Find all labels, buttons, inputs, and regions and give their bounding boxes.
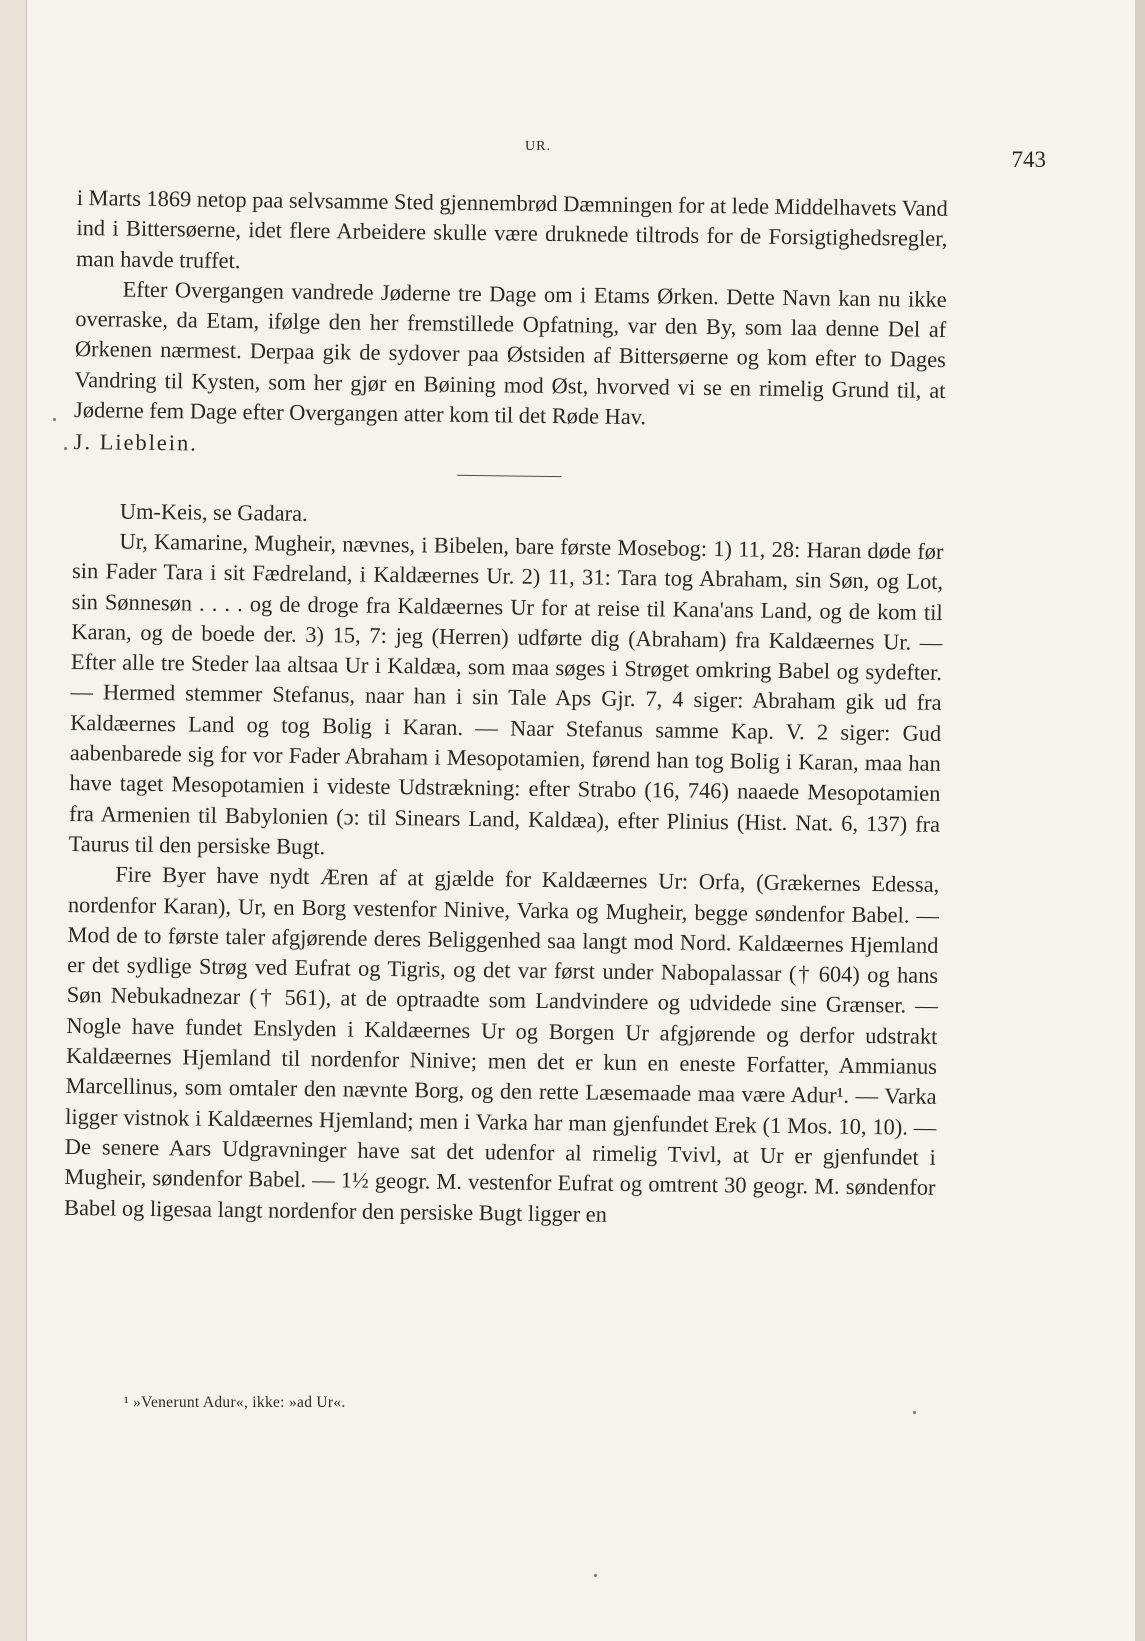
paper-speck — [594, 1574, 597, 1577]
author-signature: J. Lieblein. — [73, 429, 199, 456]
continued-paragraph: i Marts 1869 netop paa selvsamme Sted gjennembrød Dæmningen for at lede Middelhavets Vand ind i Bittersøerne, idet flere Arbeidere skulle være druknede tiltrods for de Forsigtighedsregler, man havde truffet. — [75, 184, 948, 273]
section-divider — [457, 474, 561, 476]
paper-speck — [913, 1411, 916, 1414]
running-head: UR. — [525, 139, 551, 154]
ur-locations-paragraph: Fire Byer have nydt Æren af at gjælde for Kaldæernes Ur: Orfa, (Grækernes Edessa, nordenfor Karan), Ur, en Borg vestenfor Ninive, Varka og Mugheir, begge søndenfor Babel. — Mod de to første taler afgjørende deres Beliggenhed saa langt mod Nord. Kaldæernes Hjemland er det sydlige Strøg ved Eufrat og Tigris, og det var først under Nabopalassar († 604) og hans Søn Nebukadnezar († 561), at de optraadte som Landvindere og udvidede sine Grænser. — Nogle have fundet Enslyden i Kaldæernes Ur og Borgen Ur afgjørende og derfor udstrakt Kaldæernes Hjemland til nordenfor Ninive; men det er kun en eneste Forfatter, Ammianus Marcellinus, som omtaler den nævnte Borg, og den rette Læsemaade maa være Adur¹. — Varka ligger vistnok i Kaldæernes Hjemland; men i Varka har man gjenfundet Erek (1 Mos. 10, 10). — De senere Aars Udgravninger have sat det udenfor al rimelig Tvivl, at Ur er gjenfundet i Mugheir, søndenfor Babel. — 1½ geogr. M. vestenfor Eufrat og omtrent 30 geogr. M. søndenfor Babel og ligesaa langt nordenfor den persiske Bugt ligger en — [63, 861, 940, 1227]
um-keis-entry: Um-Keis, se Gadara. — [119, 498, 308, 526]
paper-speck — [53, 418, 56, 421]
ur-entry-paragraph: Ur, Kamarine, Mugheir, nævnes, i Bibelen, bare første Mosebog: 1) 11, 28: Haran døde før sin Fader Tara i sit Fædreland, i Kaldæernes Ur. 2) 11, 31: Tara tog Abraham, sin Søn, og Lot, sin Sønnesøn . . . . og de droge fra Kaldæernes Ur for at reise til Kana'ans Land, og de kom til Karan, og de boede der. 3) 15, 7: jeg (Herren) udførte dig (Abraham) fra Kaldæernes Ur. — Efter alle tre Steder laa altsaa Ur i Kaldæa, som maa søges i Strøget omkring Babel og sydefter. — Hermed stemmer Stefanus, naar han i sin Tale Aps Gjr. 7, 4 siger: Abraham gik ud fra Kaldæernes Land og tog Bolig i Karan. — Naar Stefanus samme Kap. V. 2 siger: Gud aabenbarede sig for vor Fader Abraham i Mesopotamien, førend han tog Bolig i Karan, maa han have taget Mesopotamien i videste Udstrækning: efter Strabo (16, 746) naaede Mesopotamien fra Armenien til Babylonien (ɔ: til Sinears Land, Kaldæa), efter Plinius (Hist. Nat. 6, 137) fra Taurus til den persiske Bugt. — [68, 528, 944, 860]
main-text-block — [64, 183, 948, 1234]
left-page-edge — [0, 0, 27, 1641]
paper-speck — [64, 447, 67, 450]
exodus-paragraph: Efter Overgangen vandrede Jøderne tre Dage om i Etams Ørken. Dette Navn kan nu ikke overraske, da Etam, ifølge den her fremstillede Opfatning, var den By, som laa denne Del af Ørkenen nærmest. Derpaa gik de sydover paa Østsiden af Bittersøerne og kom efter to Dages Vandring til Kysten, som her gjør en Bøining mod Øst, hvorved vi se en rimelig Grund til, at Jøderne fem Dage efter Overgangen atter kom til det Røde Hav. — [73, 276, 947, 430]
page-number: 743 — [1011, 147, 1046, 172]
right-page-edge — [1135, 0, 1145, 1641]
footnote: ¹ »Venerunt Adur«, ikke: »ad Ur«. — [124, 1394, 346, 1411]
